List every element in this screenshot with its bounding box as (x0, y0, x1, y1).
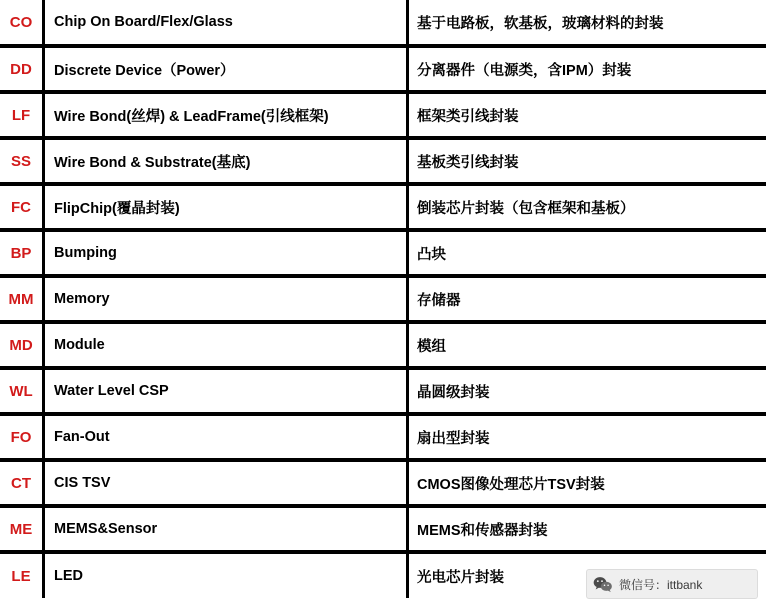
cell-term: Wire Bond & Substrate(基底) (44, 138, 408, 184)
cell-term: Wire Bond(丝焊) & LeadFrame(引线框架) (44, 92, 408, 138)
table-row (0, 184, 766, 230)
cell-code: CT (0, 460, 44, 506)
cell-term: Discrete Device（Power） (44, 46, 408, 92)
table-row (0, 460, 766, 506)
table-row (0, 138, 766, 184)
wechat-icon (593, 576, 613, 593)
cell-description: 倒装芯片封装（包含框架和基板） (408, 184, 766, 230)
cell-code: MD (0, 322, 44, 368)
cell-description: CMOS图像处理芯片TSV封装 (408, 460, 766, 506)
cell-description: 框架类引线封装 (408, 92, 766, 138)
cell-code: SS (0, 138, 44, 184)
cell-description: MEMS和传感器封装 (408, 506, 766, 552)
table-row (0, 230, 766, 276)
cell-term: MEMS&Sensor (44, 506, 408, 552)
cell-code: DD (0, 46, 44, 92)
table-row (0, 414, 766, 460)
cell-term: Water Level CSP (44, 368, 408, 414)
cell-term: Bumping (44, 230, 408, 276)
table-row (0, 322, 766, 368)
table-row (0, 92, 766, 138)
cell-term: Fan-Out (44, 414, 408, 460)
cell-term: Chip On Board/Flex/Glass (44, 0, 408, 46)
cell-description: 光电芯片封装 (417, 569, 504, 586)
cell-code: LF (0, 92, 44, 138)
cell-term: Module (44, 322, 408, 368)
table-row (0, 46, 766, 92)
cell-description: 基于电路板，软基板，玻璃材料的封装 (408, 0, 766, 46)
cell-term: Memory (44, 276, 408, 322)
cell-term: CIS TSV (44, 460, 408, 506)
cell-description: 分离器件（电源类，含IPM）封装 (408, 46, 766, 92)
cell-code: CO (0, 0, 44, 46)
cell-description: 模组 (408, 322, 766, 368)
table-row (0, 506, 766, 552)
cell-code: WL (0, 368, 44, 414)
cell-code: FO (0, 414, 44, 460)
cell-term: FlipChip(覆晶封装) (44, 184, 408, 230)
cell-code: FC (0, 184, 44, 230)
cell-code: MM (0, 276, 44, 322)
watermark-badge (586, 569, 758, 599)
cell-description: 存储器 (408, 276, 766, 322)
cell-description: 凸块 (408, 230, 766, 276)
table-row (0, 0, 766, 46)
cell-code: BP (0, 230, 44, 276)
cell-description: 晶圆级封装 (408, 368, 766, 414)
cell-code: LE (0, 552, 44, 598)
cell-code: ME (0, 506, 44, 552)
cell-description: 基板类引线封装 (408, 138, 766, 184)
cell-term: LED (44, 552, 408, 598)
table-row (0, 276, 766, 322)
watermark-text: 微信号：ittbank (619, 577, 703, 592)
table-row (0, 368, 766, 414)
cell-description: 扇出型封装 (408, 414, 766, 460)
